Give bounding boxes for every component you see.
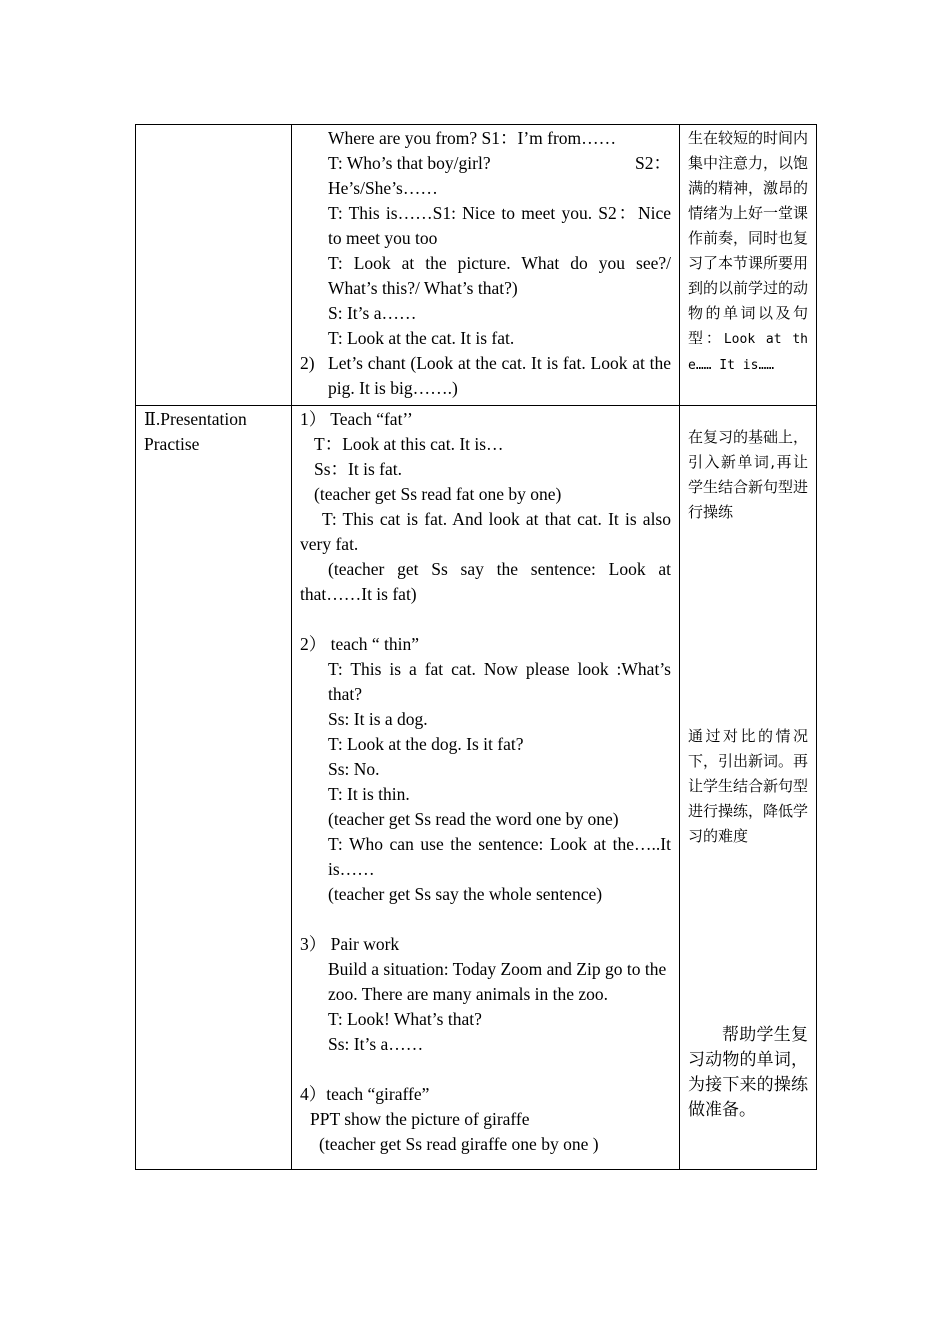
procedure-line: Ss: No. — [328, 759, 380, 779]
procedure-line: S: It’s a…… — [328, 303, 417, 323]
procedure-line: T: Who can use the sentence: Look at the…..It is…… — [328, 834, 671, 879]
procedure-cell — [292, 125, 680, 406]
procedure-line: T: This is……S1: Nice to meet you. S2：Nice to meet you too — [328, 203, 671, 248]
procedure-line: Ss：It is fat. — [314, 459, 402, 479]
procedure-item: 2) Let’s chant (Look at the cat. It is fat. Look at the pig. It is big…….) — [300, 353, 671, 398]
table-row — [136, 125, 817, 406]
table-row — [136, 406, 817, 1170]
teaching-note: 帮助学生复习动物的单词，为接下来的操练做准备。 — [688, 1025, 808, 1120]
stage-subtitle: Practise — [144, 434, 200, 454]
procedure-line: Where are you from? S1：I’m from…… — [328, 128, 617, 148]
note-cell — [680, 125, 817, 406]
teaching-note: 生在较短的时间内集中注意力，以饱满的精神，激昂的情绪为上好一堂课作前奏，同时也复习了本节课所要用到的以前学过的动物的单词以及句型： — [688, 129, 809, 347]
stage-title: Ⅱ.Presentation — [144, 409, 247, 429]
procedure-line: T: Look at the picture. What do you see?/ What’s this?/ What’s that?) — [328, 253, 671, 298]
procedure-line: T: Look at the cat. It is fat. — [328, 328, 515, 348]
lesson-plan-table — [135, 124, 817, 1170]
stage-cell — [136, 406, 292, 1170]
procedure-line: T: Look! What’s that? — [328, 1009, 482, 1029]
procedure-line: Ss: It’s a…… — [328, 1034, 424, 1054]
step-heading: 2） teach “ thin” — [300, 634, 420, 654]
procedure-line: (teacher get Ss read the word one by one) — [328, 809, 619, 829]
procedure-line: (teacher get Ss read giraffe one by one ) — [319, 1134, 599, 1154]
procedure-line: T: Look at the dog. Is it fat? — [328, 734, 524, 754]
procedure-line: PPT show the picture of giraffe — [310, 1109, 530, 1129]
procedure-line: T: This is a fat cat. Now please look :What’s that? — [328, 659, 671, 704]
procedure-line: Build a situation: Today Zoom and Zip go to the zoo. There are many animals in the zoo. — [328, 959, 667, 1004]
procedure-line: T: Who’s that boy/girl? S2： He’s/She’s…… — [328, 153, 671, 198]
procedure-paragraph: T: This cat is fat. And look at that cat. It is also very fat. — [300, 509, 671, 554]
procedure-line: (teacher get Ss read fat one by one) — [314, 484, 562, 504]
procedure-line: (teacher get Ss say the whole sentence) — [328, 884, 603, 904]
teaching-note: 通过对比的情况下，引出新词。再让学生结合新句型进行操练，降低学习的难度 — [688, 727, 809, 845]
note-cell — [680, 406, 817, 1170]
stage-cell — [136, 125, 292, 406]
step-heading: 1） Teach “fat’’ — [300, 409, 413, 429]
procedure-line: Ss: It is a dog. — [328, 709, 428, 729]
procedure-line: T: It is thin. — [328, 784, 410, 804]
step-heading: 3） Pair work — [300, 934, 400, 954]
teaching-note-pattern: Look at the…… It is…… — [688, 332, 808, 373]
teaching-note: 在复习的基础上，引入新单词,再让学生结合新句型进行操练 — [688, 428, 809, 521]
step-heading: 4）teach “giraffe” — [300, 1084, 430, 1104]
procedure-cell — [292, 406, 680, 1170]
procedure-line: T：Look at this cat. It is… — [314, 434, 504, 454]
procedure-paragraph: (teacher get Ss say the sentence: Look at that……It is fat) — [300, 559, 671, 604]
